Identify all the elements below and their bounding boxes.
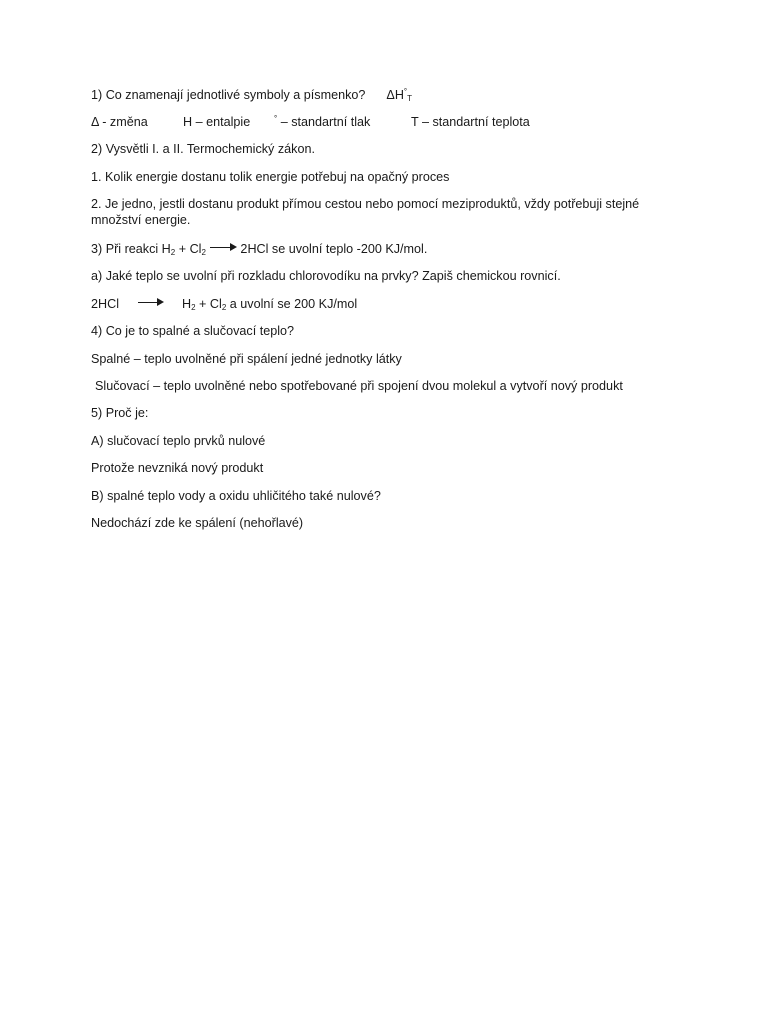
answer-5b: Nedochází zde ke spálení (nehořlavé) (91, 516, 304, 530)
answer-1 (91, 114, 681, 130)
answer-2-law-1: 1. Kolik energie dostanu tolik energie potřebuj na opačný proces (91, 170, 450, 184)
answer-4-spalne: Spalné – teplo uvolněné při spálení jedné jednotky látky (91, 352, 402, 366)
definition-h: H – entalpie (183, 115, 251, 129)
answer-3a: 2HCl $H_2 + Cl_2$ a uvolní se 200 KJ/mol (91, 297, 358, 312)
question-1-text: 1) Co znamenají jednotlivé symboly a písmenko? (91, 88, 366, 102)
question-1 (91, 87, 681, 103)
reaction-arrow-icon (210, 243, 237, 251)
question-3: 3) Při reakci $H_2 + Cl_2$ 2HCl se uvolní teplo -200 KJ/mol. (91, 242, 428, 257)
reaction-arrow-icon (138, 298, 164, 306)
definition-t: T – standartní teplota (411, 115, 530, 129)
definition-delta: Δ - změna (91, 115, 148, 129)
answer-4-slucovaci: Slučovací – teplo uvolněné nebo spotřebované při spojení dvou molekul a vytvoří nový produkt (95, 379, 623, 393)
question-2: 2) Vysvětli I. a II. Termochemický zákon. (91, 142, 315, 156)
question-5b: B) spalné teplo vody a oxidu uhličitého také nulové? (91, 489, 381, 503)
answer-2-law-2: 2. Je jedno, jestli dostanu produkt přímou cestou nebo pomocí meziproduktů, vždy potřebuji stejné množství energie. (91, 197, 640, 227)
delta-h-symbol: $\Delta H^\circ_T$ (386, 87, 413, 103)
question-5: 5) Proč je: (91, 406, 149, 420)
definition-degree: ° – standartní tlak (274, 114, 371, 129)
answer-5a: Protože nevzniká nový produkt (91, 461, 264, 475)
question-3a: a) Jaké teplo se uvolní při rozkladu chlorovodíku na prvky? Zapiš chemickou rovnicí. (91, 269, 561, 283)
question-4: 4) Co je to spalné a slučovací teplo? (91, 324, 295, 338)
question-5a: A) slučovací teplo prvků nulové (91, 434, 266, 448)
